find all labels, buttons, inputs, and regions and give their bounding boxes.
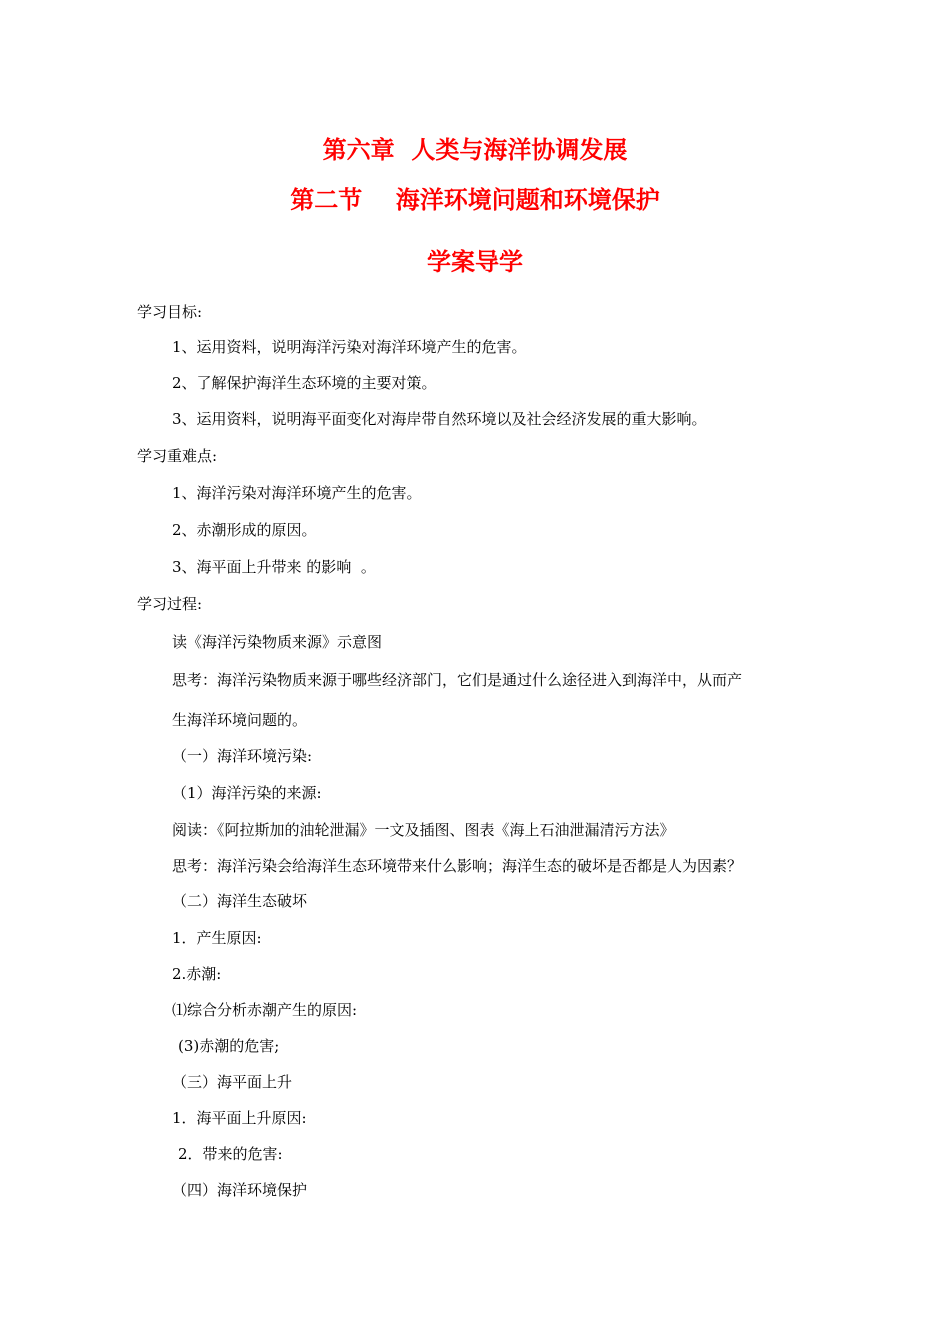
part1-heading: （一）海洋环境污染: <box>172 747 313 765</box>
think-question-1-cont: 生海洋环境问题的。 <box>172 711 308 729</box>
process-heading: 学习过程: <box>137 595 203 613</box>
part3-heading: （三）海平面上升 <box>172 1073 293 1091</box>
part2-item2-a: ⑴综合分析赤潮产生的原因: <box>172 1001 358 1019</box>
read-figure: 读《海洋污染物质来源》示意图 <box>172 633 383 651</box>
part1-sub1: （1）海洋污染的来源: <box>172 784 322 802</box>
keypoint-item: 2、赤潮形成的原因。 <box>172 521 317 539</box>
part4-heading: （四）海洋环境保护 <box>172 1181 308 1199</box>
subtitle: 学案导学 <box>427 248 523 276</box>
keypoint-item: 1、海洋污染对海洋环境产生的危害。 <box>172 484 422 502</box>
keypoint-item: 3、海平面上升带来 的影响 。 <box>172 558 376 576</box>
part3-item2: 2．带来的危害: <box>178 1145 283 1163</box>
chapter-title: 第六章 人类与海洋协调发展 <box>322 136 628 164</box>
reading-line: 阅读：《阿拉斯加的油轮泄漏》一文及插图、图表《海上石油泄漏清污方法》 <box>172 821 675 839</box>
part2-heading: （二）海洋生态破坏 <box>172 892 308 910</box>
part3-item1: 1．海平面上升原因: <box>172 1109 307 1127</box>
objective-item: 2、了解保护海洋生态环境的主要对策。 <box>172 374 437 392</box>
objectives-heading: 学习目标: <box>137 303 203 321</box>
part2-item1: 1．产生原因: <box>172 929 262 947</box>
objective-item: 3、运用资料，说明海平面变化对海岸带自然环境以及社会经济发展的重大影响。 <box>172 410 707 428</box>
section-title: 第二节 海洋环境问题和环境保护 <box>290 186 660 214</box>
part2-item2: 2.赤潮: <box>172 965 222 983</box>
think-question-2: 思考：海洋污染会给海洋生态环境带来什么影响；海洋生态的破坏是否都是人为因素？ <box>172 857 743 875</box>
keypoints-heading: 学习重难点: <box>137 447 218 465</box>
part2-item2-b: (3)赤潮的危害; <box>178 1037 280 1055</box>
think-question-1: 思考：海洋污染物质来源于哪些经济部门，它们是通过什么途径进入到海洋中，从而产 <box>172 671 743 689</box>
objective-item: 1、运用资料，说明海洋污染对海洋环境产生的危害。 <box>172 338 527 356</box>
